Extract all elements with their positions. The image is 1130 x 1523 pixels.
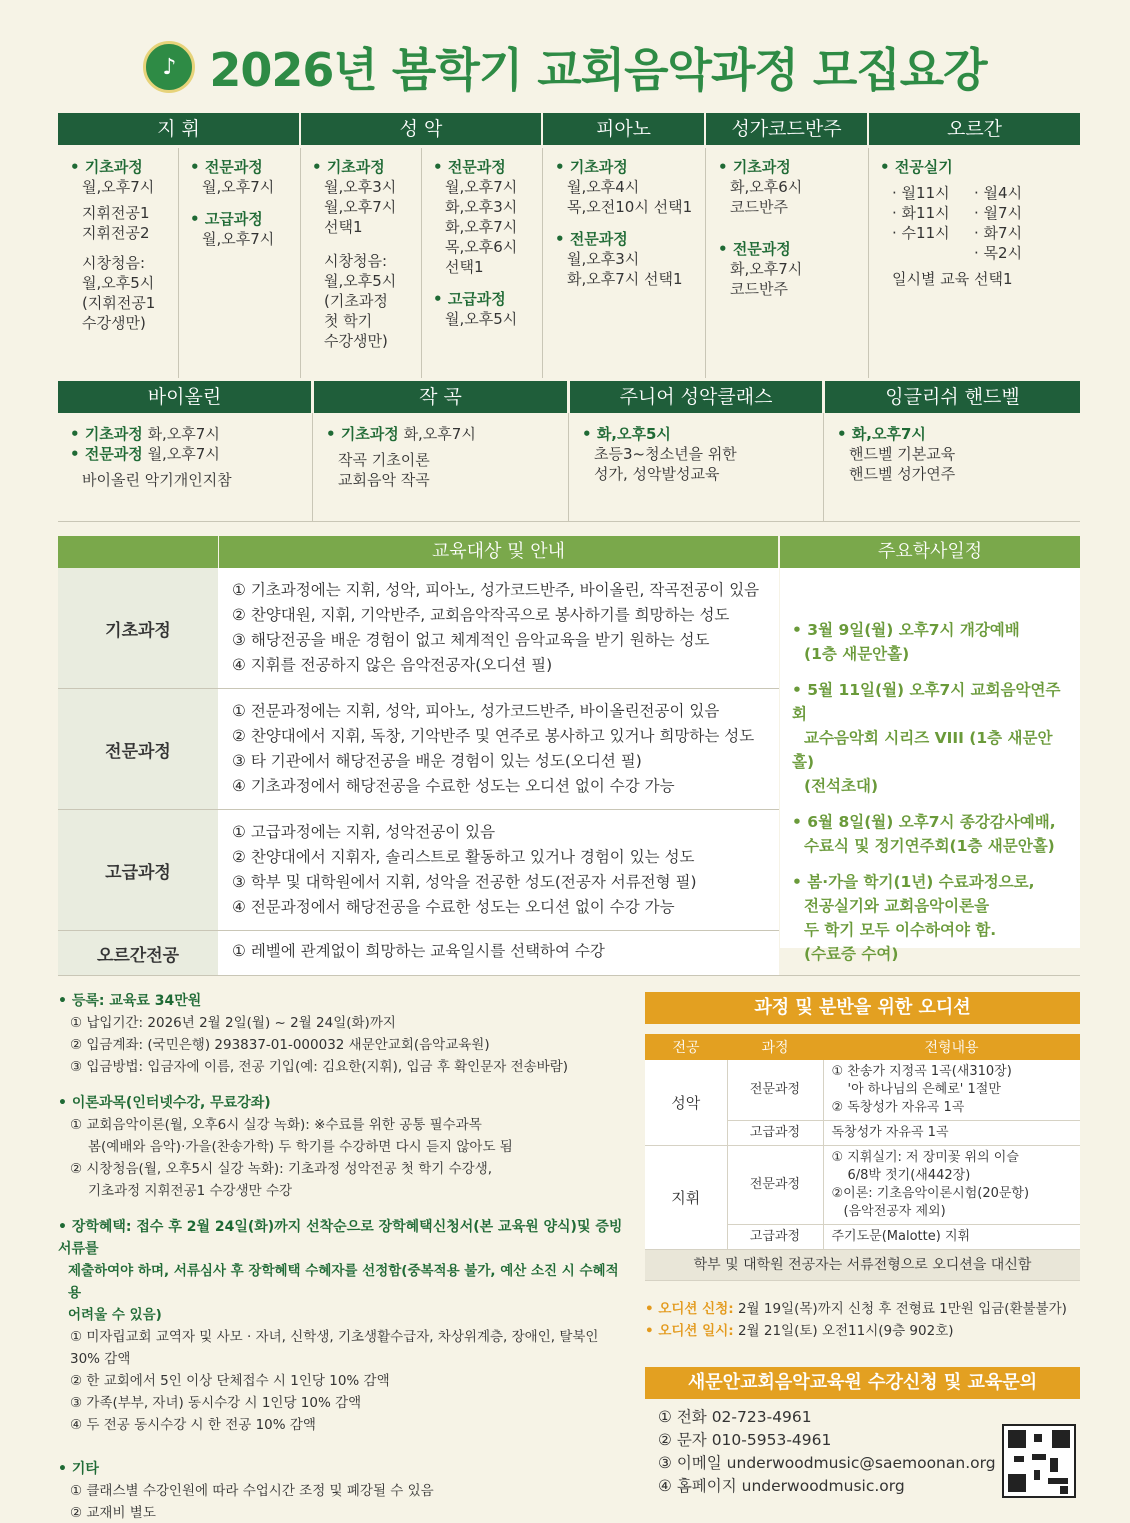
page-title: 2026년 봄학기 교회음악과정 모집요강 [209, 43, 987, 97]
header-junior: 주니어 성악클래스 [570, 381, 822, 413]
registration-info: • 등록: 교육료 34만원 ① 납입기간: 2026년 2월 2일(월) ~ 2월 24일(화)까지 ② 입금계좌: (국민은행) 293837-01-000032 새문안교회(음악교육원) ③ 입금방법: 입금자에 이름, 전공 기입(예: 김요한(지휘), 입금 후 확인문자 전송바람) • 이론과목(인터넷수강, 무료강좌) ① 교회음악이론(월, 오후6시 실강 녹화): ※수료를 위한 공통 필수과목 봄(예배와 음악)·가을(찬송가학) 두 학기를 수강하면 다시 듣지 않아도 됨 ② 시창청음(월, 오후5시 실강 녹화): 기초과정 성악전공 첫 학기 수강생, 기초과정 지휘전공1 수강생만 수강 • 장학혜택: 접수 후 2월 24일(화)까지 선착순으로 장학혜택신청서(본 교육원 양식)및 증빙서류를 제출하여야 하며, 서류심사 후 장학혜택 수혜자를 선정함(중복적용 불가, 예산 소진 시 수혜적용 어려울 수 있음) ① 미자립교회 교역자 및 사모 · 자녀, 신학생, 기초생활수급자, 차상위계층, 장애인, 탈북인 30% 감액 ② 한 교회에서 5인 이상 단체접수 시 1인당 10% 감액 ③ 가족(부부, 자녀) 동시수강 시 1인당 10% 감액 ④ 두 전공 동시수강 시 한 전공 10% 감액 • 기타 ① 클래스별 수강인원에 따라 수업시간 조정 및 폐강될 수 있음 ② 교재비 별도 [58, 990, 628, 1523]
header-conducting: 지 휘 [58, 113, 299, 145]
guide-header: 교육대상 및 안내 [219, 536, 778, 568]
logo-icon: ♪ [143, 41, 195, 93]
audition-table: 전공 과정 전형내용 성악 전문과정 ① 찬송가 지정곡 1곡(새310장) '아 하나님의 은혜로' 1절만 ② 독창성가 자유곡 1곡 고급과정 독창성가 자유곡 1곡 지휘 전문과정 ① 지휘실기: 저 장미꽃 위의 이슬 6/8박 젓기(새442장) ②이론: 기초음악이론시험(20문항) (음악전공자 제외) 고급과정 주기도문(Malotte) 지휘 학부 및 대학원 전공자는 서류전형으로 오디션을 대신함 [645, 1034, 1080, 1281]
header-handbell: 잉글리쉬 핸드벨 [825, 381, 1080, 413]
guide-label-basic: 기초과정 [58, 568, 218, 688]
vocal-basic: • 기초과정 월,오후3시 월,오후7시 선택1 시창청음: 월,오후5시 (기초과정 첫 학기 수강생만) [312, 157, 420, 351]
header-violin: 바이올린 [58, 381, 311, 413]
header-chord: 성가코드반주 [706, 113, 867, 145]
vocal-advanced: • 전문과정 월,오후7시 화,오후3시 화,오후7시 목,오후6시 선택1 • 고급과정 월,오후5시 [433, 157, 541, 329]
composition-col: • 기초과정 화,오후7시 작곡 기초이론 교회음악 작곡 [326, 424, 566, 490]
guide-text-basic: ① 기초과정에는 지휘, 성악, 피아노, 성가코드반주, 바이올린, 작곡전공이 있음 ② 찬양대원, 지휘, 기악반주, 교회음악작곡으로 봉사하기를 희망하는 성도 ③ 해당전공을 배운 경험이 없고 체계적인 음악교육을 받기 원하는 성도 ④ 지휘를 전공하지 않은 음악전공자(오디션 필) [218, 568, 779, 688]
conducting-advanced: • 전문과정 월,오후7시 • 고급과정 월,오후7시 [190, 157, 298, 249]
conducting-basic: • 기초과정 월,오후7시 지휘전공1 지휘전공2 시창청음: 월,오후5시 (지휘전공1 수강생만) [70, 157, 176, 333]
page-title-row [0, 34, 1130, 100]
header-composition: 작 곡 [314, 381, 567, 413]
inquiry-header: 새문안교회음악교육원 수강신청 및 교육문의 [645, 1367, 1080, 1399]
organ-col: • 전공실기 · 월11시 · 화11시 · 수11시 · 월4시 · 월7시 · 화7시 · 목2시 일시별 교육 선택1 [880, 157, 1078, 289]
piano-col: • 기초과정 월,오후4시 목,오전10시 선택1 • 전문과정 월,오후3시 화,오후7시 선택1 [555, 157, 703, 289]
schedule-header: 주요학사일정 [780, 536, 1080, 568]
audition-notes: • 오디션 신청: 2월 19일(목)까지 신청 후 전형료 1만원 입금(환불불가) • 오디션 일시: 2월 21일(토) 오전11시(9층 902호) [645, 1301, 1067, 1339]
guide-label-pro: 전문과정 [58, 689, 218, 809]
inquiry-info: ① 전화 02-723-4961 ② 문자 010-5953-4961 ③ 이메일 underwoodmusic@saemoonan.org ④ 홈페이지 underwoodmusic.org [658, 1408, 996, 1495]
violin-col: • 기초과정 화,오후7시 • 전문과정 월,오후7시 바이올린 악기개인지참 [70, 424, 310, 490]
guide-label-organ: 오르간전공 [58, 931, 218, 975]
audition-header: 과정 및 분반을 위한 오디션 [645, 992, 1080, 1024]
schedule-list: • 3월 9일(월) 오후7시 개강예배 (1층 새문안홀) • 5월 11일(월) 오후7시 교회음악연주회 교수음악회 시리즈 VIII (1층 새문안홀) (전석초대) • 6월 8일(월) 오후7시 종강감사예배, 수료식 및 정기연주회(1층 새문안홀) • 봄·가을 학기(1년) 수료과정으로, 전공실기와 교회음악이론을 두 학기 모두 이수하여야 함. (수료증 수여) [780, 568, 1080, 948]
guide-label-adv: 고급과정 [58, 810, 218, 930]
guide-text-adv: ① 고급과정에는 지휘, 성악전공이 있음 ② 찬양대에서 지휘자, 솔리스트로 활동하고 있거나 경험이 있는 성도 ③ 학부 및 대학원에서 지휘, 성악을 전공한 성도(전공자 서류전형 필) ④ 전문과정에서 해당전공을 수료한 성도는 오디션 없이 수강 가능 [218, 810, 779, 930]
handbell-col: • 화,오후7시 핸드벨 기본교육 핸드벨 성가연주 [837, 424, 1077, 484]
header-vocal: 성 악 [301, 113, 541, 145]
header-piano: 피아노 [543, 113, 704, 145]
header-organ: 오르간 [869, 113, 1080, 145]
chord-col: • 기초과정 화,오후6시 코드반주 • 전문과정 화,오후7시 코드반주 [718, 157, 866, 299]
guide-text-organ: ① 레벨에 관계없이 희망하는 교육일시를 선택하여 수강 [218, 931, 779, 975]
guide-text-pro: ① 전문과정에는 지휘, 성악, 피아노, 성가코드반주, 바이올린전공이 있음 ② 찬양대에서 지휘, 독창, 기악반주 및 연주로 봉사하고 있거나 희망하는 성도 ③ 타 기관에서 해당전공을 배운 경험이 있는 성도(오디션 필) ④ 기초과정에서 해당전공을 수료한 성도는 오디션 없이 수강 가능 [218, 689, 779, 809]
qr-code-icon[interactable] [1002, 1424, 1076, 1498]
junior-col: • 화,오후5시 초등3~청소년을 위한 성가, 성악발성교육 [582, 424, 822, 484]
